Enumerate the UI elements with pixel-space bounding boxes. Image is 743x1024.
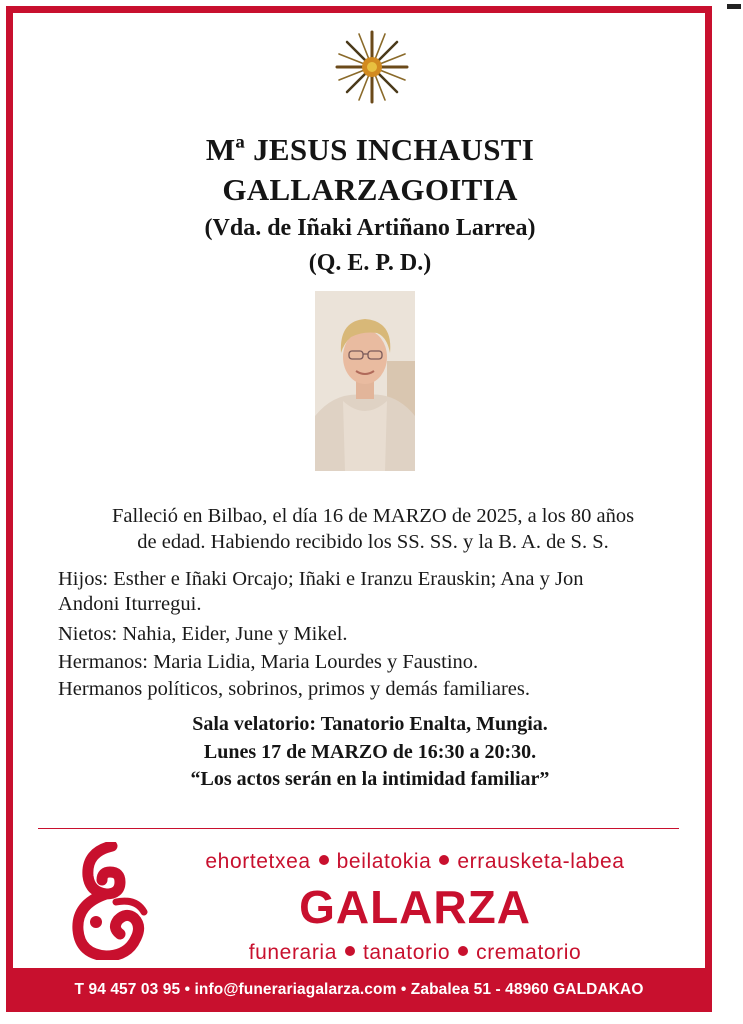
tagline-spanish-item: tanatorio [362,941,451,964]
bullet-icon [439,855,449,865]
tagline-spanish-item: funeraria [248,941,337,964]
flower-cross-icon [333,28,411,106]
death-notice-line2: de edad. Habiendo recibido los SS. SS. y la B. A. de S. S. [137,531,609,553]
deceased-name-line2: GALLARZAGOITIA [222,172,518,207]
grandchildren-line: Nietos: Nahia, Eider, June y Mikel. [58,623,348,645]
portrait-illustration [315,291,415,471]
footer-contact-bar [6,968,712,1012]
brand-name: GALARZA [299,881,531,933]
divider [38,828,679,829]
relatives-line: Hermanos políticos, sobrinos, primos y demás familiares. [58,678,530,700]
footer-contact-text: T 94 457 03 95 • info@funerariagalarza.com • Zabalea 51 - 48960 GALDAKAO [74,981,644,998]
portrait-photo [315,291,415,471]
galarza-logo-icon [66,842,158,960]
widow-of-line: (Vda. de Iñaki Artiñano Larrea) [204,215,536,241]
tagline-spanish-item: crematorio [476,941,582,964]
tagline-basque-item: ehortetxea [205,850,311,873]
bullet-icon [319,855,329,865]
deceased-name-line1: Mª JESUS INCHAUSTI [205,132,535,167]
wake-room-line: Sala velatorio: Tanatorio Enalta, Mungia. [192,713,548,735]
tagline-basque-item: errausketa-labea [457,850,625,873]
scan-edge [727,0,743,1024]
private-note-line: “Los actos serán en la intimidad familiar” [190,768,550,790]
tagline-spanish [160,941,670,965]
siblings-line: Hermanos: Maria Lidia, Maria Lourdes y Faustino. [58,651,479,673]
qepd-line: (Q. E. P. D.) [308,250,432,276]
tagline-basque [160,850,670,874]
tagline-basque-item: beilatokia [336,850,432,873]
children-line1: Hijos: Esther e Iñaki Orcajo; Iñaki e Iranzu Erauskin; Ana y Jon [58,568,584,590]
children-line2: Andoni Iturregui. [58,593,202,615]
bullet-icon [458,946,468,956]
death-notice-line1: Falleció en Bilbao, el día 16 de MARZO de 2025, a los 80 años [111,505,635,527]
wake-time-line: Lunes 17 de MARZO de 16:30 a 20:30. [203,741,537,763]
bullet-icon [345,946,355,956]
